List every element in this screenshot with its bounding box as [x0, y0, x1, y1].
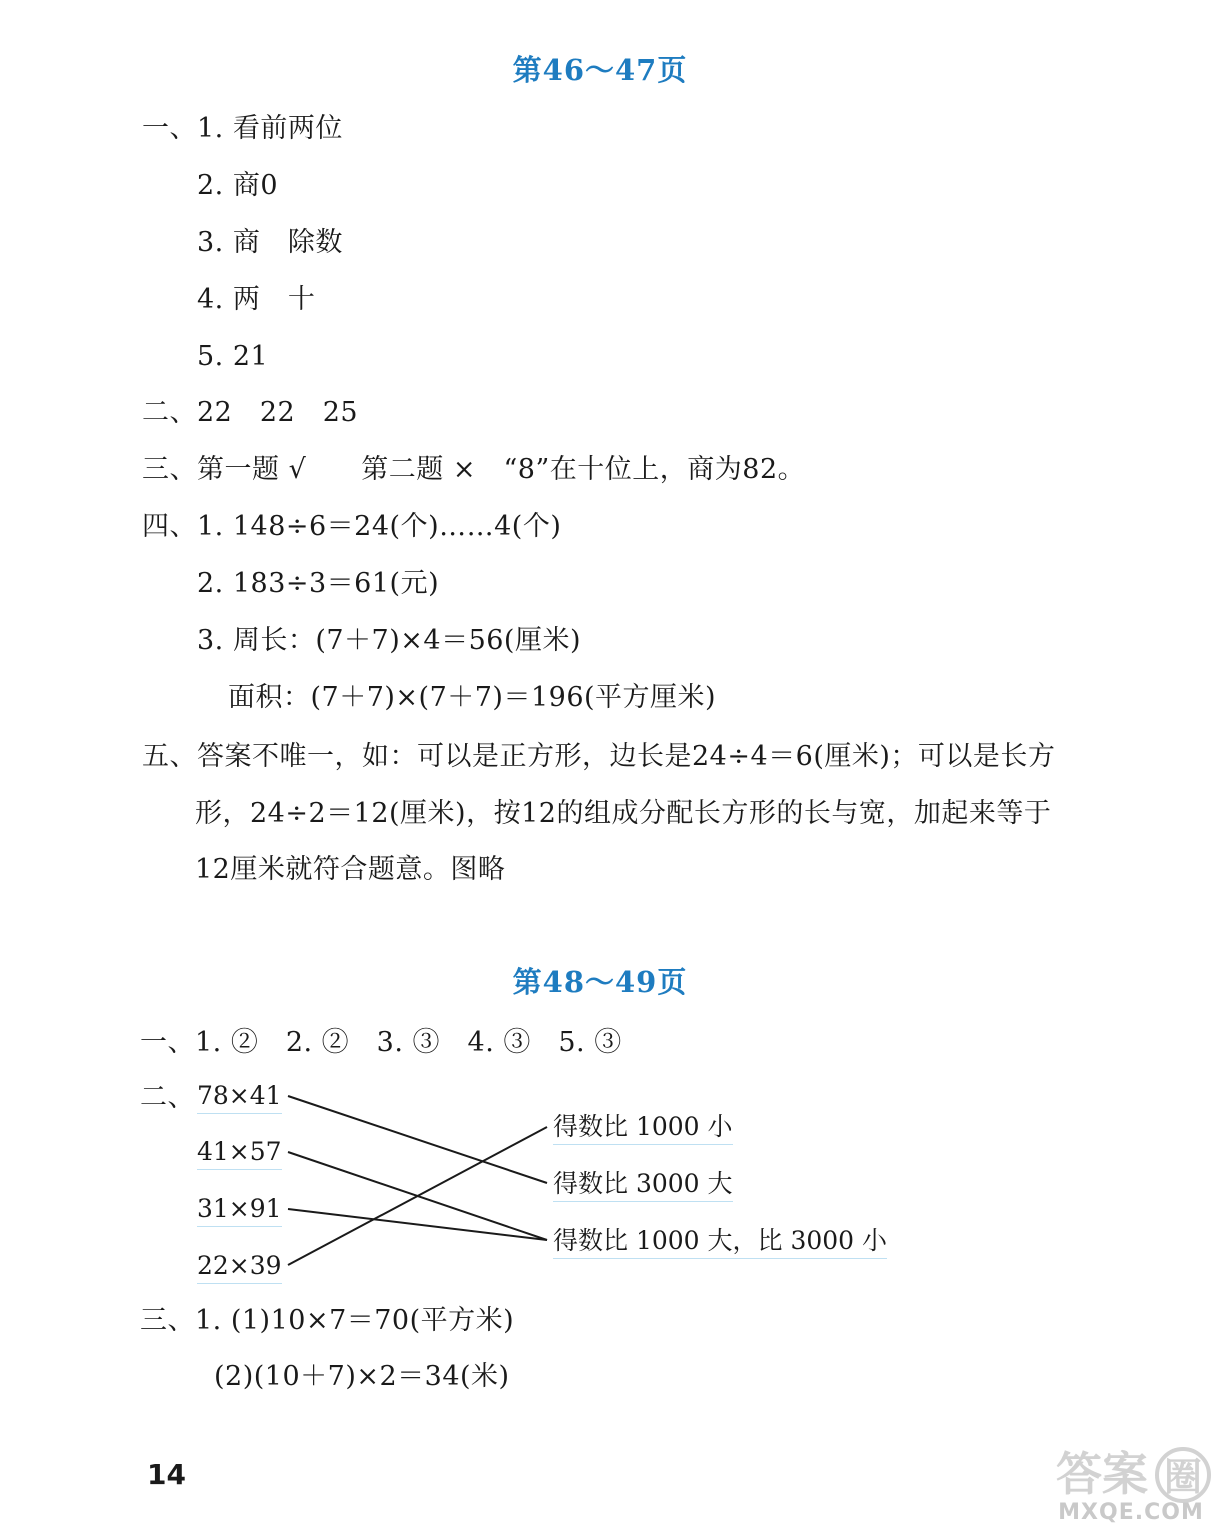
answer-line: 3. 周长：(7＋7)×4＝56(厘米)	[197, 625, 581, 656]
match-line-31x91	[288, 1209, 547, 1240]
answer-line: 二、22 22 25	[142, 397, 359, 428]
answer-line: 四、1. 148÷6＝24(个)……4(个)	[142, 511, 562, 542]
answer-line: 2. 商0	[197, 170, 279, 201]
section-heading-48-49: 第48～49页	[512, 965, 688, 999]
answer-line: 面积：(7＋7)×(7＋7)＝196(平方厘米)	[228, 682, 717, 713]
matching-left-item: 78×41	[197, 1080, 282, 1114]
matching-right-item: 得数比 1000 大，比 3000 小	[553, 1225, 887, 1259]
page-number: 14	[147, 1458, 186, 1491]
answer-line: (2)(10＋7)×2＝34(米)	[214, 1361, 510, 1392]
matching-right-item: 得数比 1000 小	[553, 1111, 733, 1145]
svg-text:答案: 答案	[1056, 1447, 1148, 1501]
match-line-78x41	[288, 1096, 547, 1183]
svg-text:圈: 圈	[1164, 1455, 1203, 1499]
match-line-22x39	[288, 1127, 547, 1265]
answer-line: 形，24÷2＝12(厘米)，按12的组成分配长方形的长与宽，加起来等于	[195, 798, 1052, 829]
answer-line: 4. 两 十	[197, 284, 316, 315]
answer-line: 五、答案不唯一，如：可以是正方形，边长是24÷4＝6(厘米)；可以是长方	[142, 741, 1056, 772]
matching-left-item: 31×91	[197, 1193, 282, 1227]
answer-line: 3. 商 除数	[197, 227, 343, 258]
answer-line: 一、1. ② 2. ② 3. ③ 4. ③ 5. ③	[140, 1027, 622, 1058]
matching-label: 二、	[140, 1082, 195, 1113]
answer-line: 三、第一题 √ 第二题 × “8”在十位上，商为82。	[142, 454, 806, 485]
matching-right-item: 得数比 3000 大	[553, 1168, 733, 1202]
answer-line: 2. 183÷3＝61(元)	[197, 568, 440, 599]
matching-left-item: 22×39	[197, 1250, 282, 1284]
answer-line: 一、1. 看前两位	[142, 113, 343, 144]
answer-line: 5. 21	[197, 341, 269, 372]
answer-line: 12厘米就符合题意。图略	[195, 854, 506, 885]
watermark-site-text: MXQE.COM	[1058, 1500, 1204, 1525]
answer-line: 三、1. (1)10×7＝70(平方米)	[140, 1305, 515, 1336]
section-heading-46-47: 第46～47页	[512, 53, 688, 87]
matching-left-item: 41×57	[197, 1136, 282, 1170]
